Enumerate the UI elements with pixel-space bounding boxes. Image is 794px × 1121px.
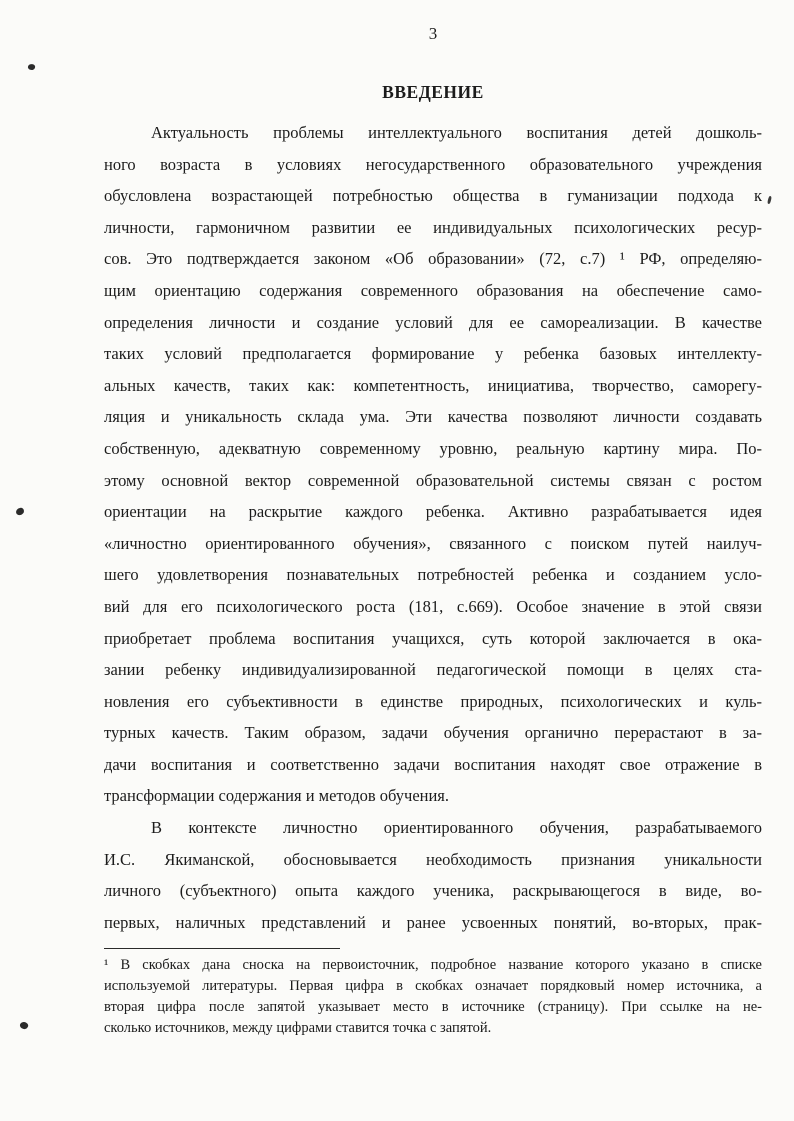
text-line: ляция и уникальность склада ума. Эти качества позволяют личности создавать xyxy=(104,407,762,427)
text-line: первых, наличных представлений и ранее усвоенных понятий, во-вторых, прак- xyxy=(104,912,762,932)
page-number: 3 xyxy=(428,24,438,43)
body-text xyxy=(104,117,762,938)
text-line: трансформации содержания и методов обучения. xyxy=(104,786,450,806)
footnote-area xyxy=(104,948,762,1039)
scan-speck-icon xyxy=(19,1020,29,1030)
text-line: И.С. Якиманской, обосновывается необходимость признания уникальности xyxy=(104,849,762,869)
text-line: ¹ В скобках дана сноска на первоисточник, подробное название которого указано в списке xyxy=(104,957,762,974)
paragraph xyxy=(104,117,762,812)
text-line: личного (субъектного) опыта каждого ученика, раскрывающегося в виде, во- xyxy=(104,881,762,901)
text-line: таких условий предполагается формирование у ребенка базовых интеллекту- xyxy=(104,344,762,364)
scan-speck-icon xyxy=(767,196,772,204)
text-line: вторая цифра после запятой указывает место в источнике (страницу). При ссылке на не- xyxy=(104,999,762,1016)
text-line: вий для его психологического роста (181, с.669). Особое значение в этой связи xyxy=(104,596,762,616)
text-line: шего удовлетворения познавательных потребностей ребенка и созданием усло- xyxy=(104,565,762,585)
footnote-paragraph xyxy=(104,955,762,1039)
footnote-text xyxy=(104,955,762,1039)
text-line: щим ориентацию содержания современного образования на обеспечение само- xyxy=(104,280,762,300)
text-line: сов. Это подтверждается законом «Об образовании» (72, с.7) ¹ РФ, определяю- xyxy=(104,249,762,269)
text-line: ориентации на раскрытие каждого ребенка. Активно разрабатывается идея xyxy=(104,502,762,522)
text-line: Актуальность проблемы интеллектуального воспитания детей дошколь- xyxy=(151,123,762,142)
scan-speck-icon xyxy=(15,507,24,516)
footnote-separator xyxy=(104,948,340,949)
text-line: определения личности и создание условий для ее самореализации. В качестве xyxy=(104,312,762,332)
scan-speck-icon xyxy=(27,63,36,71)
text-line: новления его субъективности в единстве природных, психологических и куль- xyxy=(104,691,762,711)
text-line: этому основной вектор современной образовательной системы связан с ростом xyxy=(104,470,762,490)
text-line: В контексте личностно ориентированного обучения, разрабатываемого xyxy=(151,818,762,838)
text-line: дачи воспитания и соответственно задачи воспитания находят свое отражение в xyxy=(104,754,762,774)
text-line: личности, гармоничном развитии ее индивидуальных психологических ресур- xyxy=(104,217,762,237)
paragraph xyxy=(104,812,762,938)
text-line: сколько источников, между цифрами ставится точка с запятой. xyxy=(104,1020,492,1037)
text-line: турных качеств. Таким образом, задачи обучения органично перерастают в за- xyxy=(104,723,762,743)
text-line: приобретает проблема воспитания учащихся, суть которой заключается в ока- xyxy=(104,628,762,648)
section-heading: ВВЕДЕНИЕ xyxy=(382,82,484,102)
text-line: собственную, адекватную современному уровню, реальную картину мира. По- xyxy=(104,438,762,458)
text-line: «личностно ориентированного обучения», связанного с поиском путей наилуч- xyxy=(104,533,762,553)
text-line: альных качеств, таких как: компетентность, инициатива, творчество, саморегу- xyxy=(104,375,762,395)
text-line: зании ребенку индивидуализированной педагогической помощи в целях ста- xyxy=(104,660,762,680)
text-line: ного возраста в условиях негосударственного образовательного учреждения xyxy=(104,154,762,174)
text-line: обусловлена возрастающей потребностью общества в гуманизации подхода к xyxy=(104,186,762,206)
text-line: используемой литературы. Первая цифра в скобках означает порядковый номер источника, а xyxy=(104,978,762,995)
